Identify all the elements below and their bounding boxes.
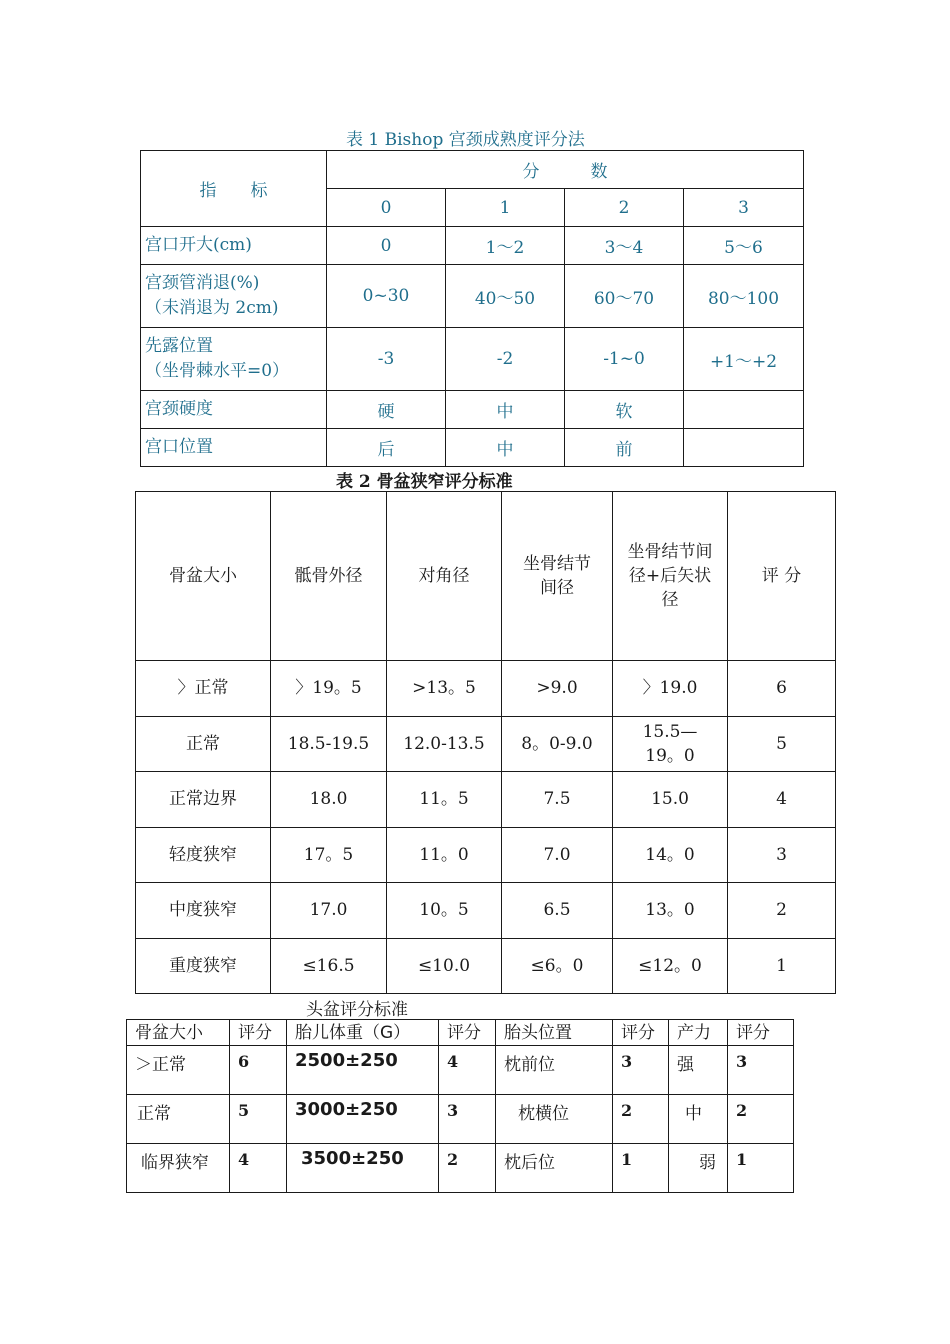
table-cell: [502, 938, 613, 994]
cell-line: 18.0: [309, 789, 348, 810]
cell-line: 11。0: [419, 844, 469, 865]
row-label: [141, 429, 327, 467]
table-row: [136, 716, 836, 772]
cell-line: 对角径: [418, 566, 470, 586]
score-cell: -2: [446, 328, 565, 391]
table-cell: 3500±250: [287, 1144, 439, 1193]
cell-line: 径+后矢状: [628, 566, 712, 586]
bishop-score-table: [140, 150, 804, 467]
table-cell: [613, 661, 728, 717]
table-cell: [613, 827, 728, 883]
table-cell: [387, 661, 502, 717]
table-cell: [728, 772, 836, 828]
table-row: [136, 883, 836, 939]
table-cell: [271, 661, 387, 717]
cell-line: （坐骨棘水平=0）: [145, 361, 290, 381]
table-cell: 6: [230, 1046, 287, 1095]
score-cell: 硬: [327, 391, 446, 429]
score-cell: -1~0: [565, 328, 684, 391]
score-cell: 80～100: [684, 265, 804, 328]
score-cell: 60～70: [565, 265, 684, 328]
table-cell: [271, 772, 387, 828]
table-cell: [613, 883, 728, 939]
column-header: [502, 492, 613, 661]
score-cell: 3～4: [565, 227, 684, 265]
table-cell: 正常: [127, 1095, 230, 1144]
cell-line: 18.5-19.5: [287, 733, 370, 754]
cell-line: 12.0-13.5: [403, 733, 485, 754]
cell-line: 轻度狭窄: [169, 844, 237, 865]
table-cell: [502, 661, 613, 717]
cell-line: 评 分: [761, 566, 802, 586]
column-header: [136, 492, 271, 661]
column-header: [613, 492, 728, 661]
table-cell: 3: [728, 1046, 794, 1095]
table-cell: [613, 938, 728, 994]
table-cell: [728, 716, 836, 772]
cell-line: 5: [776, 733, 787, 754]
column-header: 骨盆大小: [127, 1020, 230, 1046]
table-cell: [387, 883, 502, 939]
column-header: 胎头位置: [496, 1020, 613, 1046]
row-label: [141, 391, 327, 429]
table-row: [136, 827, 836, 883]
cell-line: ≤12。0: [638, 955, 702, 976]
score-level: 0: [327, 189, 446, 227]
cell-line: 15.5—: [642, 721, 698, 742]
table-cell: [502, 827, 613, 883]
table2-caption: 表 2 骨盆狭窄评分标准: [336, 472, 513, 492]
table-cell: [136, 772, 271, 828]
table-row: [136, 661, 836, 717]
cell-line: 6: [776, 678, 787, 699]
score-level: 3: [684, 189, 804, 227]
cell-line: 3: [776, 844, 787, 865]
cell-line: >9.0: [536, 678, 578, 699]
cell-line: 径: [661, 590, 679, 610]
column-header: [271, 492, 387, 661]
table-row: [136, 938, 836, 994]
table-row: [141, 391, 804, 429]
table-row: [127, 1046, 794, 1095]
score-level: 2: [565, 189, 684, 227]
table-cell: [271, 938, 387, 994]
indicator-header: 指 标: [141, 151, 327, 227]
cell-line: 14。0: [645, 844, 695, 865]
table-cell: [728, 661, 836, 717]
table-cell: [387, 938, 502, 994]
cell-line: 坐骨结节间: [627, 542, 713, 562]
table-cell: [387, 827, 502, 883]
cell-line: 间径: [540, 578, 574, 598]
table-cell: 2: [439, 1144, 496, 1193]
table-cell: 1: [613, 1144, 669, 1193]
table-cell: [387, 716, 502, 772]
table-cell: 3000±250: [287, 1095, 439, 1144]
header-row: [136, 492, 836, 661]
cell-line: 15.0: [651, 789, 689, 810]
table1-caption: 表 1 Bishop 宫颈成熟度评分法: [346, 130, 585, 150]
row-label: [141, 265, 327, 328]
score-cell: [684, 391, 804, 429]
table-row: [141, 429, 804, 467]
cell-line: 宫颈管消退(%): [145, 273, 260, 293]
score-cell: 软: [565, 391, 684, 429]
table-row: [127, 1095, 794, 1144]
score-cell: 0: [327, 227, 446, 265]
cell-line: 正常: [186, 733, 220, 754]
table-cell: [613, 772, 728, 828]
table-cell: 2: [613, 1095, 669, 1144]
table-cell: 2: [728, 1095, 794, 1144]
row-label: [141, 227, 327, 265]
score-cell: -3: [327, 328, 446, 391]
cell-line: 〉正常: [177, 678, 229, 699]
cell-line: 17.0: [309, 900, 348, 921]
cell-line: （未消退为 2cm): [145, 298, 279, 318]
table-cell: 弱: [669, 1144, 728, 1193]
table-cell: [136, 716, 271, 772]
cephalopelvic-score-table: [126, 1019, 794, 1193]
header-row: [127, 1020, 794, 1046]
cell-line: 1: [776, 955, 787, 976]
score-cell: 中: [446, 391, 565, 429]
table3-caption: 头盆评分标准: [306, 1000, 408, 1020]
table-cell: [271, 883, 387, 939]
table-cell: 4: [439, 1046, 496, 1095]
cell-line: ≤10.0: [417, 955, 471, 976]
pelvic-stenosis-table: [135, 491, 836, 994]
column-header: 评分: [439, 1020, 496, 1046]
table-cell: 枕横位: [496, 1095, 613, 1144]
table-cell: 1: [728, 1144, 794, 1193]
cell-line: 11。5: [419, 789, 469, 810]
table-cell: 强: [669, 1046, 728, 1095]
table-cell: 2500±250: [287, 1046, 439, 1095]
cell-line: 10。5: [419, 900, 469, 921]
table-cell: [136, 827, 271, 883]
score-cell: 前: [565, 429, 684, 467]
cell-line: 宫颈硬度: [145, 399, 213, 419]
table-cell: [136, 661, 271, 717]
table-cell: 5: [230, 1095, 287, 1144]
table-row: [127, 1144, 794, 1193]
cell-line: 7.5: [543, 789, 571, 810]
column-header: 胎儿体重（G）: [287, 1020, 439, 1046]
cell-line: 先露位置: [145, 336, 213, 356]
cell-line: ≤6。0: [530, 955, 584, 976]
column-header: 评分: [230, 1020, 287, 1046]
table-cell: 3: [439, 1095, 496, 1144]
column-header: 产力: [669, 1020, 728, 1046]
score-header: 分 数: [327, 151, 804, 189]
score-cell: [684, 429, 804, 467]
table-row: [136, 772, 836, 828]
table-cell: [271, 716, 387, 772]
column-header: [728, 492, 836, 661]
table-cell: [136, 938, 271, 994]
cell-line: ≤16.5: [302, 955, 355, 976]
cell-line: 中度狭窄: [169, 900, 237, 921]
cell-line: 19。0: [645, 745, 695, 766]
score-cell: 0~30: [327, 265, 446, 328]
cell-line: 骶骨外径: [294, 566, 363, 586]
table-cell: [502, 716, 613, 772]
score-cell: +1～+2: [684, 328, 804, 391]
cell-line: 17。5: [303, 844, 354, 865]
cell-line: 7.0: [543, 844, 571, 865]
cell-line: 6.5: [543, 900, 571, 921]
cell-line: 4: [776, 789, 787, 810]
cell-line: 8。0-9.0: [521, 733, 593, 754]
cell-line: 宫口开大(cm): [145, 235, 252, 255]
table-row: [141, 265, 804, 328]
table-cell: 4: [230, 1144, 287, 1193]
score-cell: 1～2: [446, 227, 565, 265]
column-header: 评分: [613, 1020, 669, 1046]
table-cell: [728, 827, 836, 883]
score-cell: 5～6: [684, 227, 804, 265]
cell-line: 13。0: [645, 900, 695, 921]
table-cell: [387, 772, 502, 828]
table-cell: ＞正常: [127, 1046, 230, 1095]
table-cell: 枕后位: [496, 1144, 613, 1193]
cell-line: 正常边界: [169, 789, 237, 810]
score-cell: 后: [327, 429, 446, 467]
score-cell: 中: [446, 429, 565, 467]
table-cell: [271, 827, 387, 883]
table-cell: 3: [613, 1046, 669, 1095]
table-cell: [728, 883, 836, 939]
table-cell: [502, 772, 613, 828]
table-cell: [613, 716, 728, 772]
cell-line: 〉19.0: [642, 678, 698, 699]
table-cell: 中: [669, 1095, 728, 1144]
table-cell: 枕前位: [496, 1046, 613, 1095]
table-row: [141, 328, 804, 391]
table-row: [141, 227, 804, 265]
score-level: 1: [446, 189, 565, 227]
cell-line: 骨盆大小: [169, 566, 237, 586]
table-cell: [728, 938, 836, 994]
cell-line: 〉19。5: [295, 678, 362, 699]
table-cell: [502, 883, 613, 939]
cell-line: >13。5: [412, 678, 476, 699]
cell-line: 宫口位置: [145, 437, 213, 457]
table-cell: [136, 883, 271, 939]
column-header: [387, 492, 502, 661]
cell-line: 2: [776, 900, 787, 921]
score-cell: 40～50: [446, 265, 565, 328]
table-cell: 临界狭窄: [127, 1144, 230, 1193]
column-header: 评分: [728, 1020, 794, 1046]
cell-line: 坐骨结节: [523, 554, 591, 574]
cell-line: 重度狭窄: [169, 955, 237, 976]
row-label: [141, 328, 327, 391]
